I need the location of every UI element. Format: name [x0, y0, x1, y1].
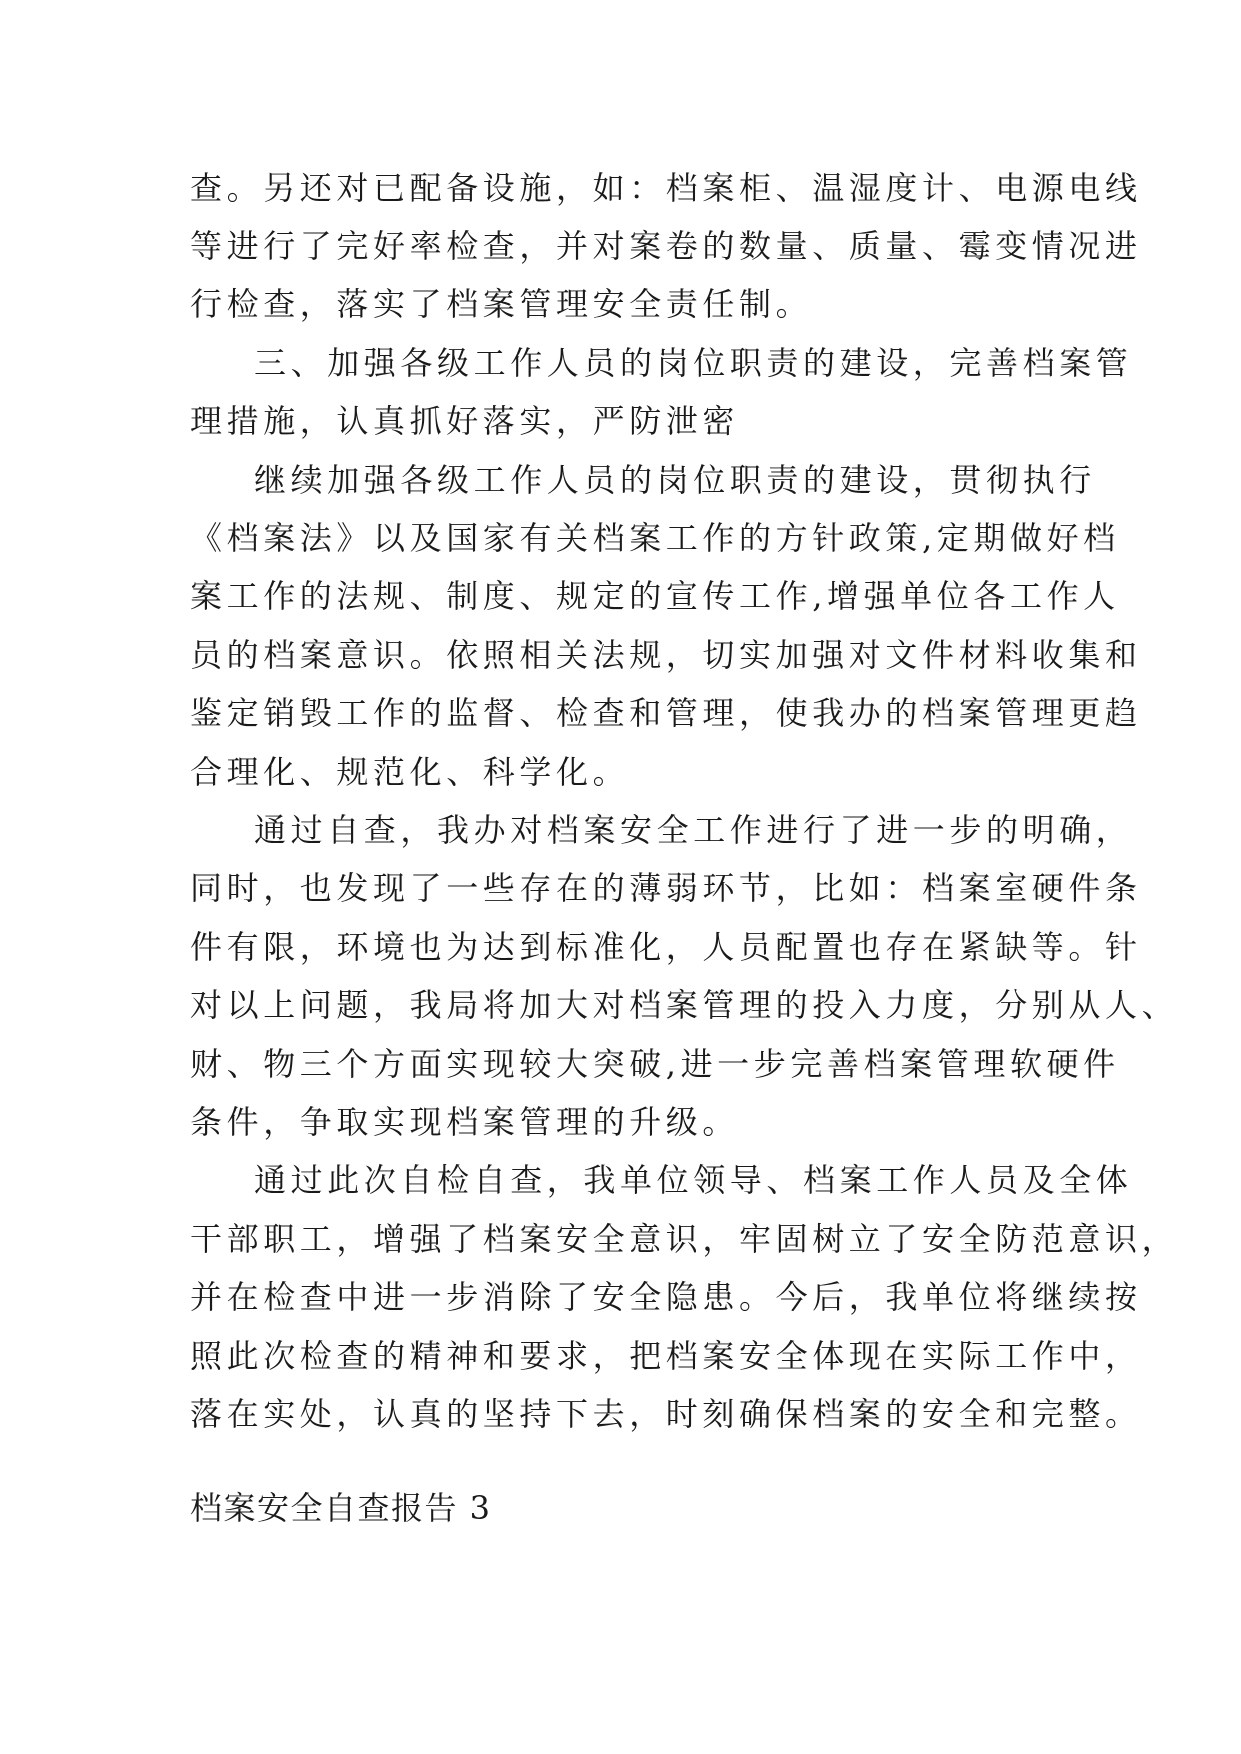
paragraph-1-line-2: 等进行了完好率检查，并对案卷的数量、质量、霉变情况进 [190, 227, 1142, 265]
paragraph-4-line-6: 条件，争取实现档案管理的升级。 [190, 1103, 740, 1141]
paragraph-4-line-3: 件有限，环境也为达到标准化，人员配置也存在紧缺等。针 [190, 928, 1142, 966]
paragraph-5-line-5: 落在实处，认真的坚持下去，时刻确保档案的安全和完整。 [190, 1395, 1142, 1433]
paragraph-1-line-3: 行检查，落实了档案管理安全责任制。 [190, 285, 813, 323]
paragraph-3-line-2: 《档案法》以及国家有关档案工作的方针政策,定期做好档 [190, 519, 1120, 557]
paragraph-4-line-5: 财、物三个方面实现较大突破,进一步完善档案管理软硬件 [190, 1045, 1120, 1083]
paragraph-3-line-4: 员的档案意识。依照相关法规，切实加强对文件材料收集和 [190, 636, 1142, 674]
paragraph-3-line-5: 鉴定销毁工作的监督、检查和管理，使我办的档案管理更趋 [190, 694, 1142, 732]
paragraph-3-line-1: 继续加强各级工作人员的岗位职责的建设，贯彻执行 [254, 461, 1096, 499]
paragraph-5-line-1: 通过此次自检自查，我单位领导、档案工作人员及全体 [254, 1161, 1133, 1199]
paragraph-1-line-1: 查。另还对已配备设施，如：档案柜、温湿度计、电源电线 [190, 169, 1142, 207]
next-report-heading: 档案安全自查报告 3 [190, 1489, 492, 1527]
paragraph-2-line-1: 三、加强各级工作人员的岗位职责的建设，完善档案管 [254, 344, 1133, 382]
paragraph-3-line-6: 合理化、规范化、科学化。 [190, 753, 630, 791]
paragraph-3-line-3: 案工作的法规、制度、规定的宣传工作,增强单位各工作人 [190, 577, 1120, 615]
paragraph-4-line-2: 同时，也发现了一些存在的薄弱环节，比如：档案室硬件条 [190, 869, 1142, 907]
paragraph-4-line-1: 通过自查，我办对档案安全工作进行了进一步的明确， [254, 811, 1133, 849]
paragraph-2-line-2: 理措施，认真抓好落实，严防泄密 [190, 402, 740, 440]
paragraph-5-line-3: 并在检查中进一步消除了安全隐患。今后，我单位将继续按 [190, 1278, 1142, 1316]
paragraph-5-line-4: 照此次检查的精神和要求，把档案安全体现在实际工作中， [190, 1337, 1142, 1375]
paragraph-5-line-2: 干部职工，增强了档案安全意识，牢固树立了安全防范意识， [190, 1220, 1179, 1258]
paragraph-4-line-4: 对以上问题，我局将加大对档案管理的投入力度，分别从人、 [190, 986, 1179, 1024]
